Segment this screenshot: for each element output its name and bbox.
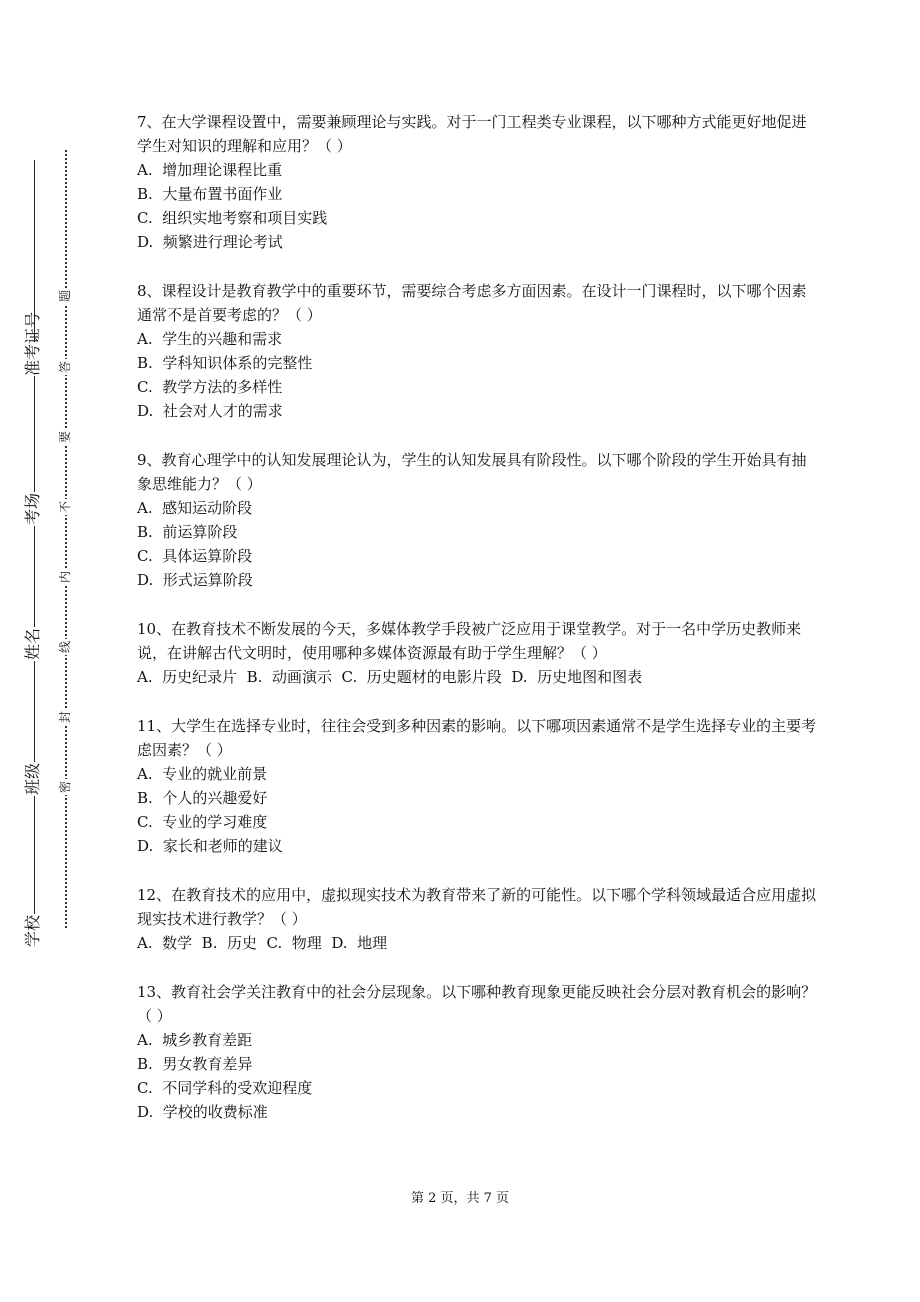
option-c: C. 教学方法的多样性 bbox=[137, 378, 283, 396]
seal-char: 封 bbox=[58, 711, 72, 724]
seal-char: 题 bbox=[58, 290, 72, 303]
binding-margin bbox=[0, 0, 80, 1302]
option-d: D. 家长和老师的建议 bbox=[137, 837, 283, 855]
question-stem: 8、课程设计是教育教学中的重要环节，需要综合考虑多方面因素。在设计一门课程时，以下哪个因素通常不是首要考虑的？（ ） bbox=[137, 282, 807, 324]
option-b: B. 大量布置书面作业 bbox=[137, 185, 283, 203]
question-9 bbox=[137, 448, 817, 592]
option-c: C. 不同学科的受欢迎程度 bbox=[137, 1079, 313, 1097]
question-stem: 7、在大学课程设置中，需要兼顾理论与实践。对于一门工程类专业课程，以下哪种方式能更好地促进学生对知识的理解和应用？（ ） bbox=[137, 113, 807, 155]
question-8 bbox=[137, 279, 817, 423]
inline-options: A. 历史纪录片 B. 动画演示 C. 历史题材的电影片段 D. 历史地图和图表 bbox=[137, 668, 643, 686]
option-d: D. 形式运算阶段 bbox=[137, 571, 253, 589]
seal-char: 答 bbox=[58, 361, 72, 374]
question-stem: 13、教育社会学关注教育中的社会分层现象。以下哪种教育现象更能反映社会分层对教育机会的影响？（ ） bbox=[137, 983, 817, 1025]
option-d: D. 频繁进行理论考试 bbox=[137, 233, 283, 251]
question-11 bbox=[137, 714, 817, 858]
page-number: 第 2 页，共 7 页 bbox=[410, 1191, 510, 1206]
seal-char: 线 bbox=[58, 641, 72, 654]
option-b: B. 男女教育差异 bbox=[137, 1055, 253, 1073]
school-label: 学校 bbox=[23, 915, 42, 948]
option-b: B. 前运算阶段 bbox=[137, 523, 238, 541]
seal-char: 不 bbox=[58, 501, 72, 514]
exam-number-label: 准考证号 bbox=[23, 311, 42, 376]
question-12 bbox=[137, 883, 817, 955]
option-b: B. 学科知识体系的完整性 bbox=[137, 354, 313, 372]
option-a: A. 城乡教育差距 bbox=[137, 1031, 253, 1049]
option-c: C. 具体运算阶段 bbox=[137, 547, 253, 565]
seal-char: 内 bbox=[58, 571, 72, 584]
option-d: D. 学校的收费标准 bbox=[137, 1103, 268, 1121]
binding-solid-line bbox=[34, 160, 35, 928]
seal-char: 要 bbox=[58, 431, 72, 444]
class-label: 班级 bbox=[23, 763, 42, 796]
question-stem: 12、在教育技术的应用中，虚拟现实技术为教育带来了新的可能性。以下哪个学科领域最适合应用虚拟现实技术进行教学？（ ） bbox=[137, 886, 817, 928]
question-7 bbox=[137, 110, 817, 254]
seal-char: 密 bbox=[58, 781, 72, 794]
option-a: A. 感知运动阶段 bbox=[137, 499, 253, 517]
question-stem: 10、在教育技术不断发展的今天，多媒体教学手段被广泛应用于课堂教学。对于一名中学历史教师来说，在讲解古代文明时，使用哪种多媒体资源最有助于学生理解？（ ） bbox=[137, 620, 802, 662]
option-a: A. 专业的就业前景 bbox=[137, 765, 268, 783]
question-10 bbox=[137, 617, 817, 689]
inline-options: A. 数学 B. 历史 C. 物理 D. 地理 bbox=[137, 934, 388, 952]
option-d: D. 社会对人才的需求 bbox=[137, 402, 283, 420]
question-13 bbox=[137, 980, 817, 1124]
option-c: C. 专业的学习难度 bbox=[137, 813, 268, 831]
question-stem: 11、大学生在选择专业时，往往会受到多种因素的影响。以下哪项因素通常不是学生选择专业的主要考虑因素？（ ） bbox=[137, 717, 817, 759]
option-b: B. 个人的兴趣爱好 bbox=[137, 789, 268, 807]
option-a: A. 增加理论课程比重 bbox=[137, 161, 283, 179]
question-list bbox=[137, 110, 817, 1149]
option-c: C. 组织实地考察和项目实践 bbox=[137, 209, 328, 227]
seal-dotted-line bbox=[65, 150, 67, 928]
exam-room-label: 考场 bbox=[23, 493, 42, 526]
question-stem: 9、教育心理学中的认知发展理论认为，学生的认知发展具有阶段性。以下哪个阶段的学生开始具有抽象思维能力？（ ） bbox=[137, 451, 807, 493]
name-label: 姓名 bbox=[23, 628, 42, 661]
option-a: A. 学生的兴趣和需求 bbox=[137, 330, 283, 348]
